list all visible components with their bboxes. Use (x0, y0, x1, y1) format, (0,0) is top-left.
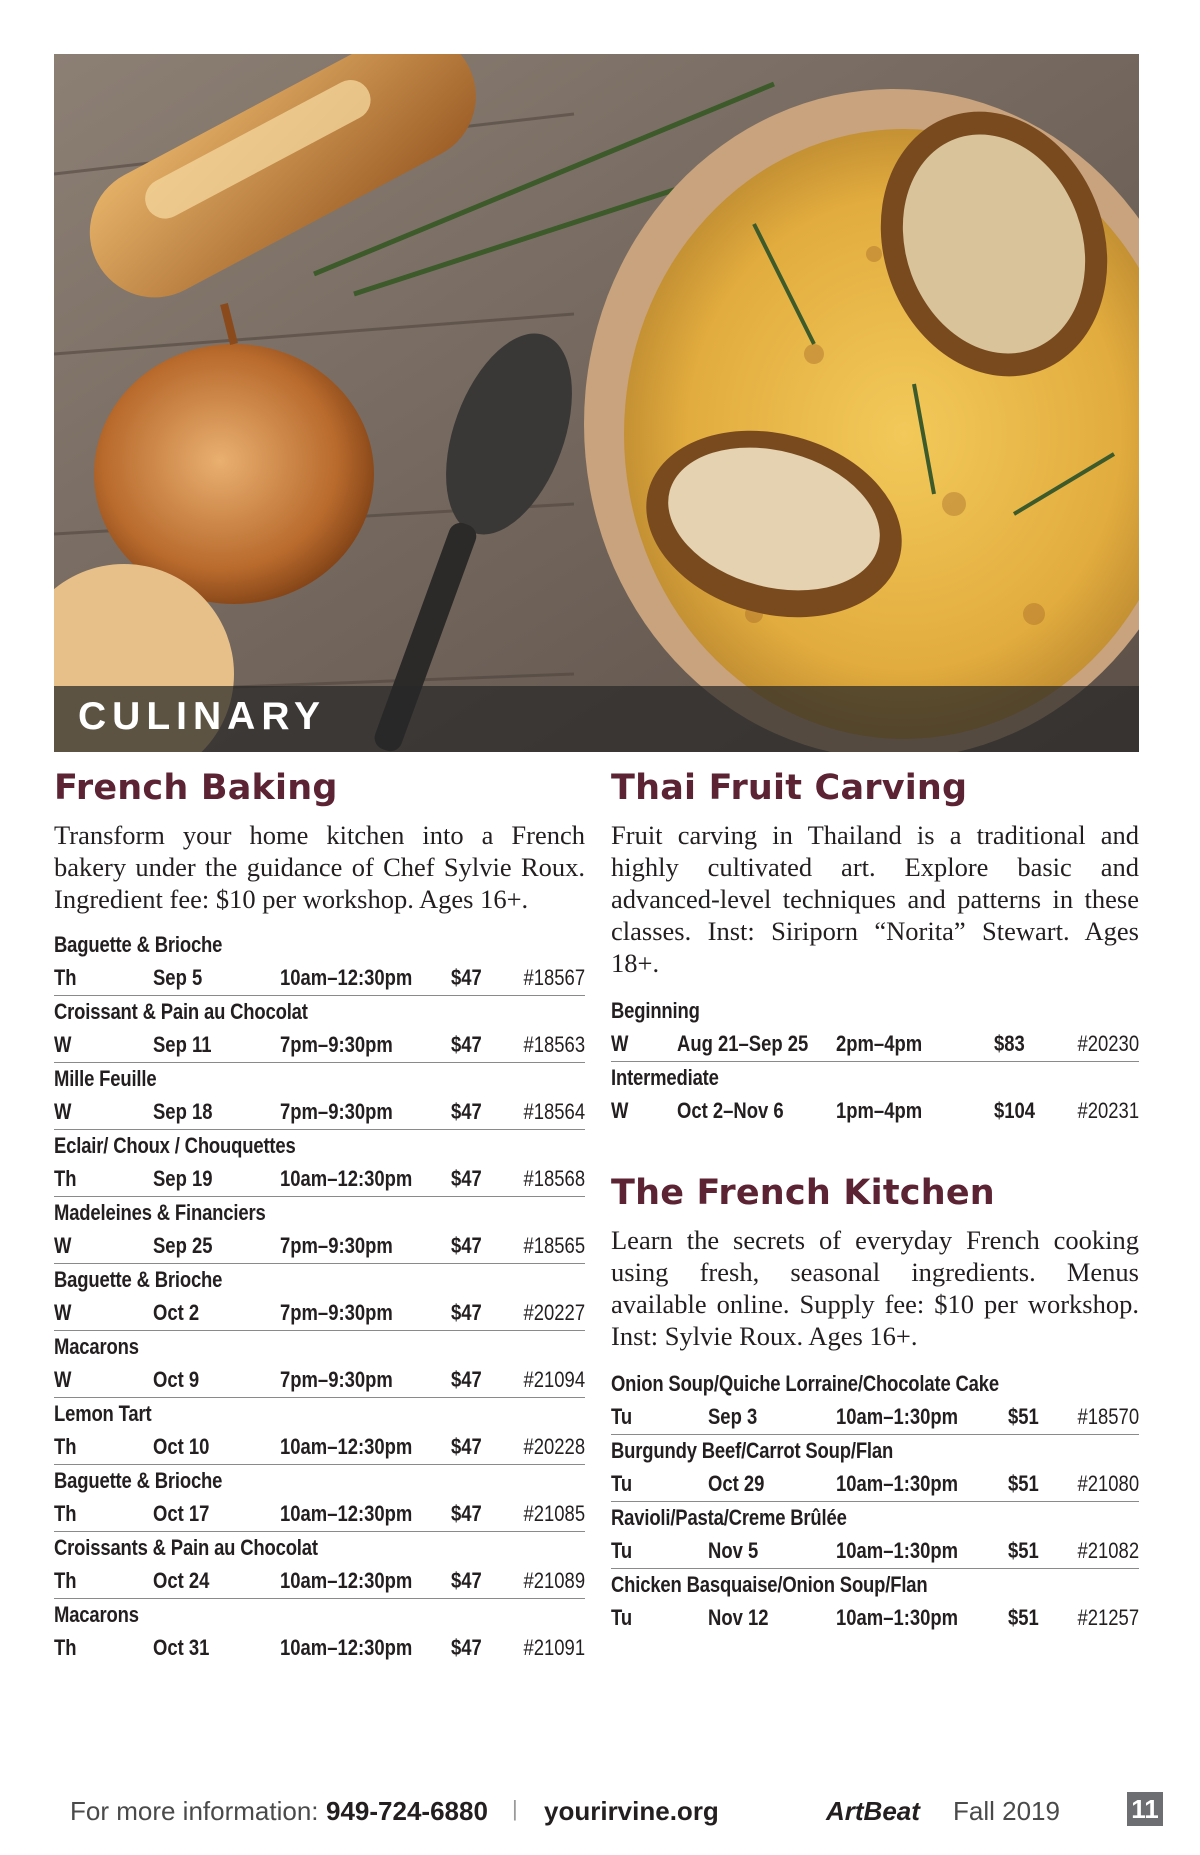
session-fee: $47 (451, 1434, 482, 1459)
footer-magazine-name: ArtBeat (826, 1796, 920, 1826)
session-entry (54, 1130, 585, 1197)
session-day: Th (54, 1501, 77, 1526)
session-row (54, 961, 585, 996)
session-date: Nov 12 (708, 1605, 769, 1630)
session-entry (54, 1197, 585, 1264)
session-fee: $47 (451, 1032, 482, 1057)
session-fee: $83 (994, 1031, 1025, 1056)
session-time: 7pm–9:30pm (280, 1233, 393, 1258)
session-row (611, 1601, 1139, 1635)
session-row (54, 1095, 585, 1130)
footer-website-link[interactable]: yourirvine.org (544, 1796, 719, 1826)
session-day: Th (54, 1166, 77, 1191)
session-row (54, 1162, 585, 1197)
session-course-code: #21091 (523, 1635, 585, 1660)
footer-separator: | (512, 1796, 518, 1821)
session-course-code: #21094 (523, 1367, 585, 1392)
session-fee: $47 (451, 1099, 482, 1124)
session-name: Eclair/ Choux / Chouquettes (54, 1133, 296, 1158)
session-entry (611, 1368, 1139, 1435)
session-row (611, 1094, 1139, 1128)
session-name: Baguette & Brioche (54, 1267, 223, 1292)
session-row (54, 1497, 585, 1532)
session-row (611, 1467, 1139, 1502)
session-entry (54, 1398, 585, 1465)
session-course-code: #20231 (1077, 1098, 1139, 1123)
session-row (54, 1631, 585, 1665)
session-day: Th (54, 965, 77, 990)
footer-phone[interactable]: 949-724-6880 (326, 1796, 488, 1826)
session-time: 10am–12:30pm (280, 965, 413, 990)
session-row (54, 1363, 585, 1398)
session-day: W (54, 1367, 72, 1392)
session-entry (611, 995, 1139, 1062)
session-fee: $47 (451, 1635, 482, 1660)
session-day: W (54, 1099, 72, 1124)
session-course-code: #18567 (523, 965, 585, 990)
session-date: Oct 31 (153, 1635, 210, 1660)
session-row (611, 1027, 1139, 1062)
session-name: Madeleines & Financiers (54, 1200, 266, 1225)
session-name: Macarons (54, 1602, 139, 1627)
session-date: Sep 3 (708, 1404, 758, 1429)
session-name: Baguette & Brioche (54, 932, 223, 957)
session-date: Oct 9 (153, 1367, 200, 1392)
session-name: Croissants & Pain au Chocolat (54, 1535, 318, 1560)
session-course-code: #18565 (523, 1233, 585, 1258)
footer-info-label: For more information: (70, 1796, 319, 1826)
french-onion-soup-photo (54, 54, 1139, 752)
course-title: Thai Fruit Carving (611, 768, 968, 808)
session-date: Oct 24 (153, 1568, 210, 1593)
session-day: W (54, 1300, 72, 1325)
french-kitchen-block (611, 1168, 1139, 1635)
session-time: 10am–12:30pm (280, 1501, 413, 1526)
session-fee: $47 (451, 1501, 482, 1526)
session-row (611, 1534, 1139, 1569)
session-date: Sep 5 (153, 965, 203, 990)
session-day: W (611, 1098, 629, 1123)
session-time: 10am–12:30pm (280, 1166, 413, 1191)
section-banner (54, 686, 1139, 752)
session-name: Burgundy Beef/Carrot Soup/Flan (611, 1438, 894, 1463)
french-baking-column (54, 763, 585, 1665)
session-fee: $47 (451, 1166, 482, 1191)
session-row (611, 1400, 1139, 1435)
session-day: Tu (611, 1605, 633, 1630)
session-list (54, 929, 585, 1665)
session-day: Th (54, 1434, 77, 1459)
session-row (54, 1028, 585, 1063)
session-list (611, 995, 1139, 1128)
session-fee: $51 (1008, 1404, 1039, 1429)
session-entry (611, 1502, 1139, 1569)
session-fee: $47 (451, 1568, 482, 1593)
session-name: Onion Soup/Quiche Lorraine/Chocolate Cake (611, 1371, 999, 1396)
session-entry (54, 1465, 585, 1532)
session-fee: $47 (451, 965, 482, 990)
course-description: Learn the secrets of everyday French cooking using fresh, seasonal ingredients. Menus available online. Supply fee: $10 per workshop. Inst: Sylvie Roux. Ages 16+. (611, 1225, 1139, 1351)
session-time: 7pm–9:30pm (280, 1032, 393, 1057)
session-course-code: #20227 (523, 1300, 585, 1325)
session-entry (54, 1331, 585, 1398)
session-entry (54, 1599, 585, 1665)
session-entry (611, 1435, 1139, 1502)
session-name: Beginning (611, 998, 700, 1023)
session-course-code: #20228 (523, 1434, 585, 1459)
session-name: Mille Feuille (54, 1066, 157, 1091)
session-course-code: #21089 (523, 1568, 585, 1593)
session-time: 10am–1:30pm (836, 1605, 959, 1630)
session-time: 2pm–4pm (836, 1031, 923, 1056)
session-name: Baguette & Brioche (54, 1468, 223, 1493)
footer (70, 1796, 1170, 1836)
session-date: Oct 2 (153, 1300, 200, 1325)
session-name: Chicken Basquaise/Onion Soup/Flan (611, 1572, 928, 1597)
session-fee: $47 (451, 1300, 482, 1325)
session-entry (54, 1532, 585, 1599)
page-number: 11 (1127, 1792, 1163, 1826)
session-time: 10am–1:30pm (836, 1538, 959, 1563)
session-list (611, 1368, 1139, 1635)
course-title: The French Kitchen (611, 1173, 995, 1213)
session-row (54, 1229, 585, 1264)
session-course-code: #18570 (1077, 1404, 1139, 1429)
session-time: 10am–1:30pm (836, 1404, 959, 1429)
session-day: Tu (611, 1471, 633, 1496)
session-time: 10am–1:30pm (836, 1471, 959, 1496)
session-course-code: #21257 (1077, 1605, 1139, 1630)
session-time: 7pm–9:30pm (280, 1300, 393, 1325)
session-fee: $51 (1008, 1538, 1039, 1563)
session-entry (54, 996, 585, 1063)
session-date: Oct 10 (153, 1434, 210, 1459)
session-date: Sep 11 (153, 1032, 212, 1057)
session-row (54, 1296, 585, 1331)
session-name: Intermediate (611, 1065, 719, 1090)
session-date: Sep 25 (153, 1233, 213, 1258)
session-fee: $51 (1008, 1471, 1039, 1496)
session-date: Aug 21–Sep 25 (677, 1031, 809, 1056)
session-fee: $47 (451, 1233, 482, 1258)
session-date: Sep 18 (153, 1099, 213, 1124)
session-name: Lemon Tart (54, 1401, 152, 1426)
session-date: Oct 29 (708, 1471, 765, 1496)
course-description: Transform your home kitchen into a French bakery under the guidance of Chef Sylvie Roux. Ingredient fee: $10 per workshop. Ages 16+. (54, 820, 585, 914)
footer-season: Fall 2019 (953, 1796, 1060, 1826)
session-name: Croissant & Pain au Chocolat (54, 999, 308, 1024)
session-course-code: #18563 (523, 1032, 585, 1057)
session-course-code: #18568 (523, 1166, 585, 1191)
session-time: 10am–12:30pm (280, 1568, 413, 1593)
session-entry (54, 929, 585, 996)
session-day: W (611, 1031, 629, 1056)
hero-photo (54, 54, 1139, 752)
session-date: Oct 17 (153, 1501, 210, 1526)
session-time: 10am–12:30pm (280, 1434, 413, 1459)
session-course-code: #20230 (1077, 1031, 1139, 1056)
session-name: Macarons (54, 1334, 139, 1359)
section-title: CULINARY (78, 695, 327, 738)
session-day: Tu (611, 1404, 633, 1429)
session-time: 1pm–4pm (836, 1098, 923, 1123)
session-day: Th (54, 1568, 77, 1593)
right-column (611, 763, 1139, 1635)
session-row (54, 1430, 585, 1465)
session-fee: $104 (994, 1098, 1036, 1123)
session-name: Ravioli/Pasta/Creme Brûlée (611, 1505, 847, 1530)
session-course-code: #21085 (523, 1501, 585, 1526)
session-entry (611, 1062, 1139, 1128)
session-time: 7pm–9:30pm (280, 1099, 393, 1124)
session-time: 10am–12:30pm (280, 1635, 413, 1660)
session-entry (611, 1569, 1139, 1635)
session-course-code: #21082 (1077, 1538, 1139, 1563)
session-date: Oct 2–Nov 6 (677, 1098, 784, 1123)
session-course-code: #21080 (1077, 1471, 1139, 1496)
session-entry (54, 1063, 585, 1130)
session-date: Nov 5 (708, 1538, 759, 1563)
session-time: 7pm–9:30pm (280, 1367, 393, 1392)
session-day: W (54, 1032, 72, 1057)
session-day: Tu (611, 1538, 633, 1563)
session-fee: $47 (451, 1367, 482, 1392)
session-row (54, 1564, 585, 1599)
session-fee: $51 (1008, 1605, 1039, 1630)
session-day: W (54, 1233, 72, 1258)
session-date: Sep 19 (153, 1166, 213, 1191)
session-course-code: #18564 (523, 1099, 585, 1124)
course-description: Fruit carving in Thailand is a traditional and highly cultivated art. Explore basic and advanced-level techniques and patterns in these classes. Inst: Siriporn “Norita” Stewart. Ages 18+. (611, 820, 1139, 978)
session-day: Th (54, 1635, 77, 1660)
course-title: French Baking (54, 768, 338, 808)
session-entry (54, 1264, 585, 1331)
